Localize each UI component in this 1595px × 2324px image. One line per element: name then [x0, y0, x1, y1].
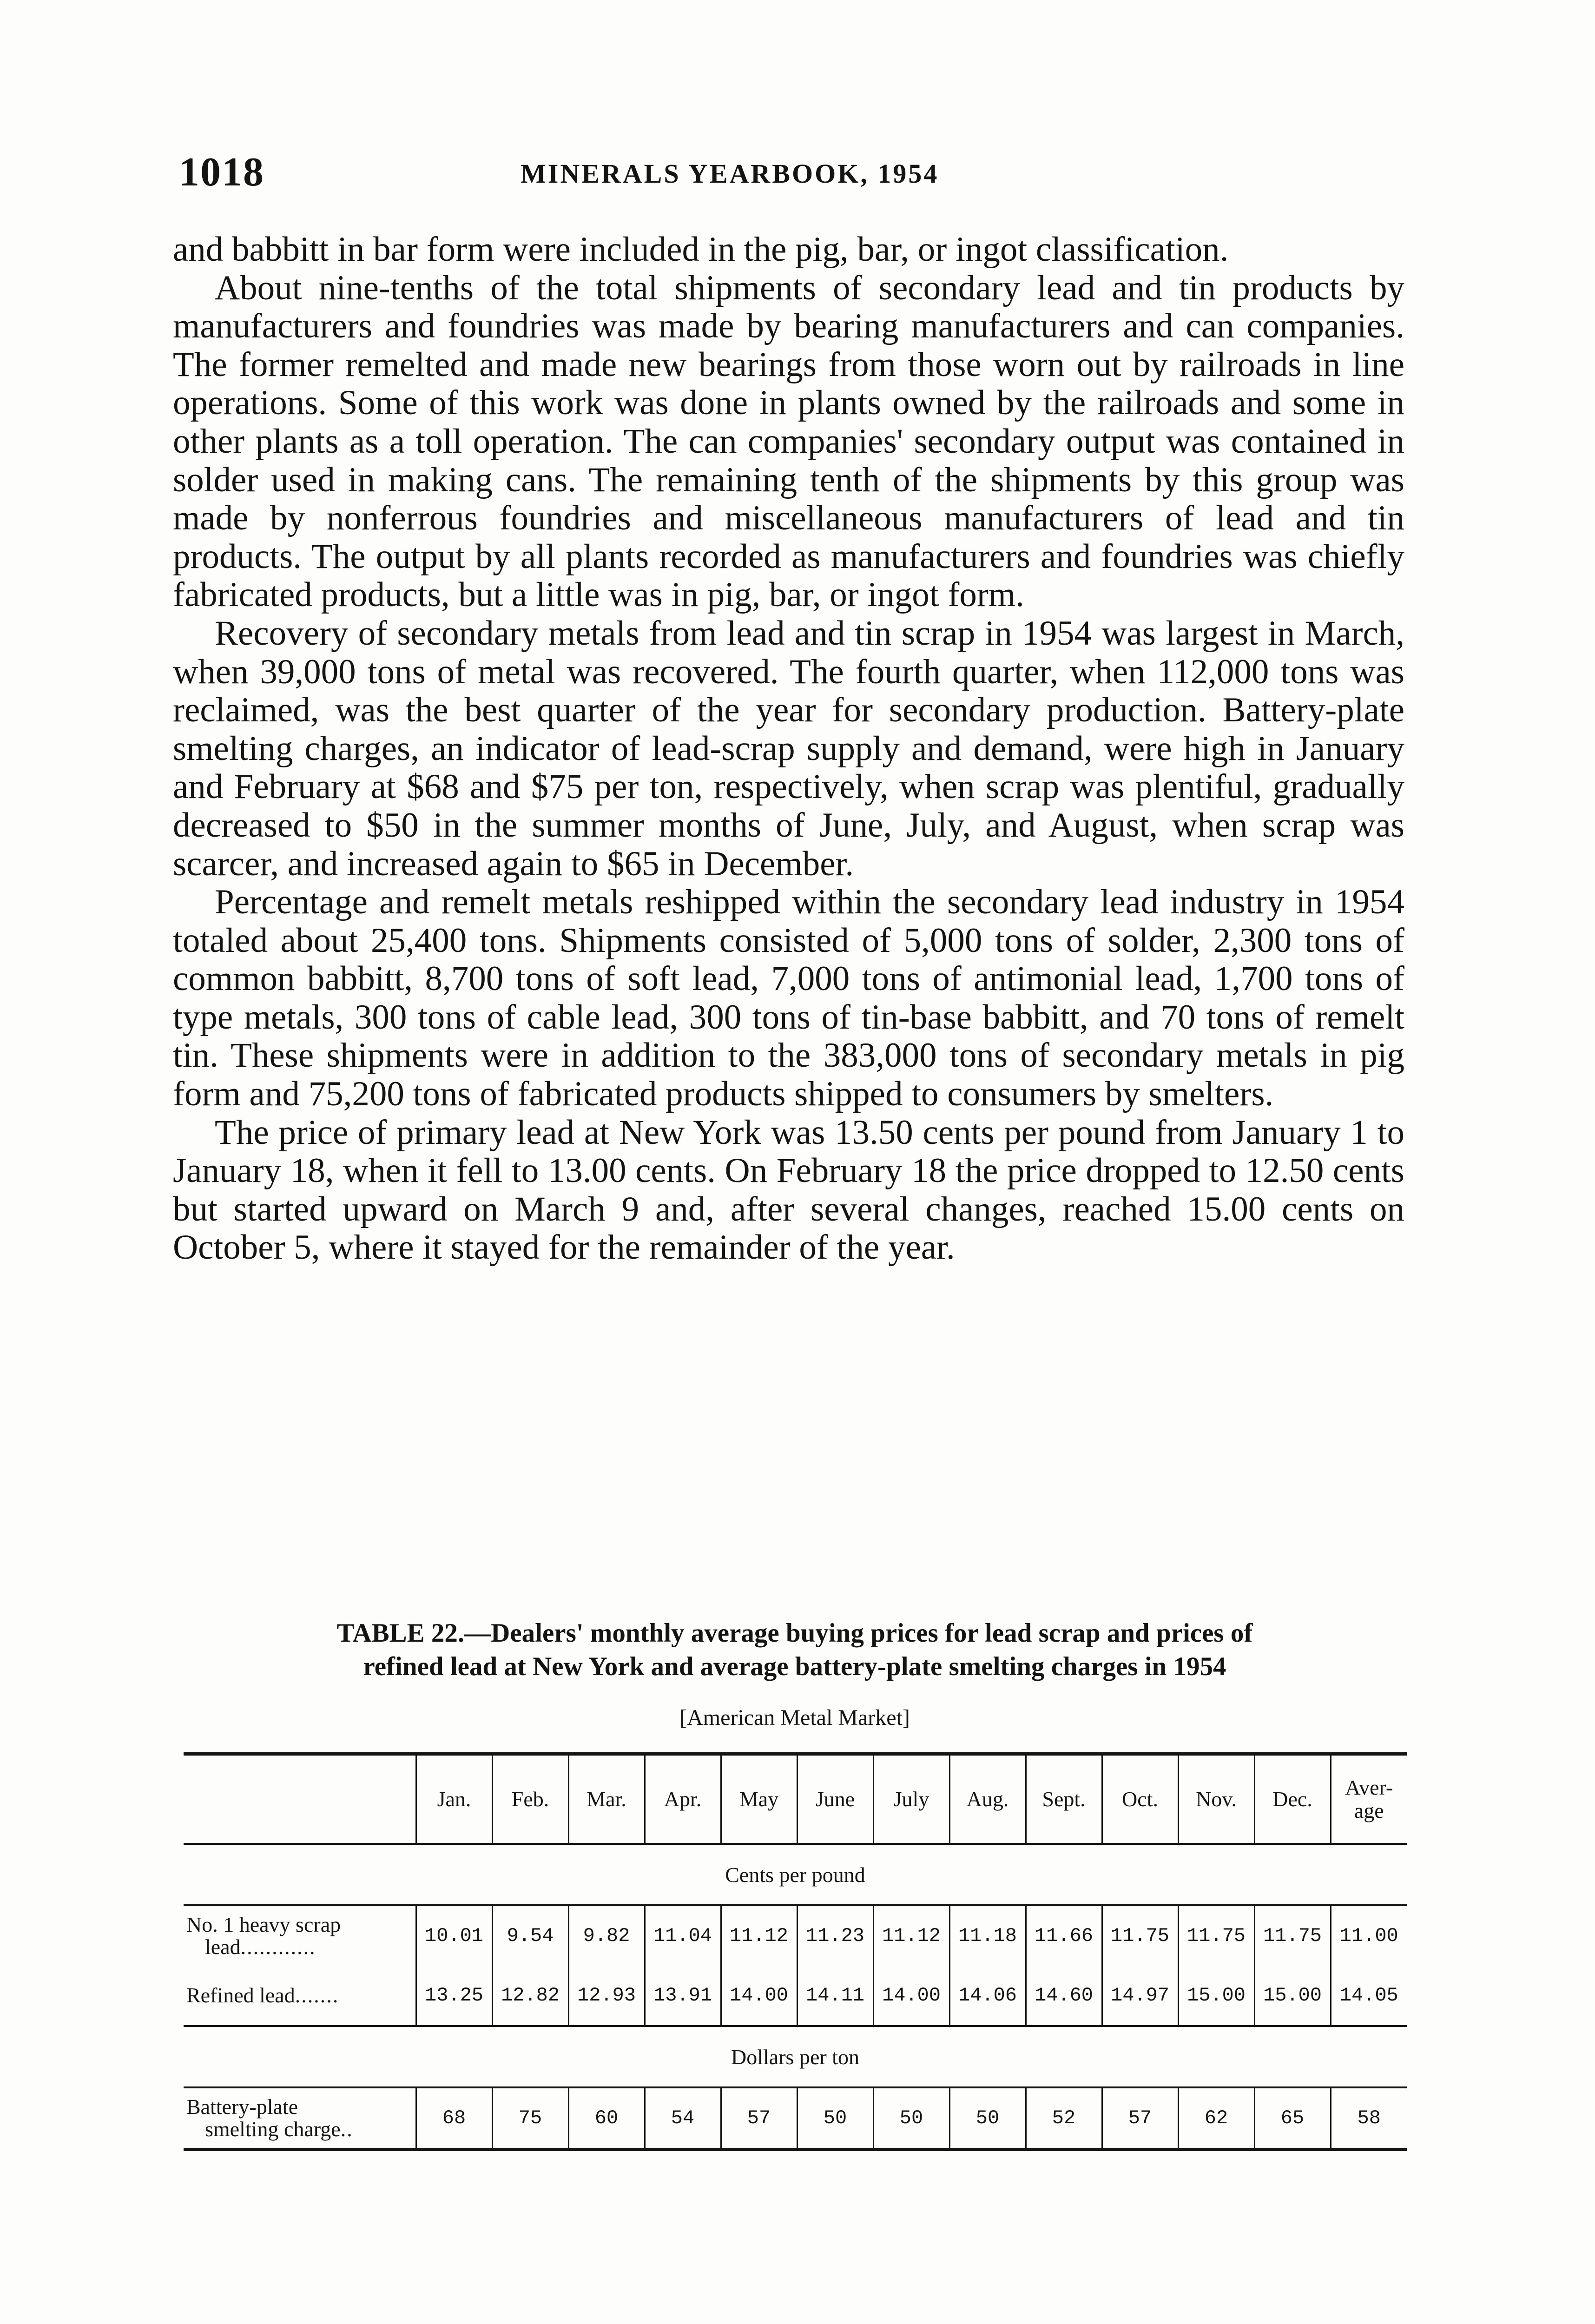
table-cell: 50 — [797, 2087, 873, 2150]
column-header: May — [721, 1754, 797, 1844]
column-header: Feb. — [492, 1754, 568, 1844]
table-cell: 11.12 — [873, 1905, 949, 1966]
table-cell: 12.82 — [492, 1966, 568, 2026]
table-cell: 14.00 — [873, 1966, 949, 2026]
average-header-line: age — [1354, 1799, 1384, 1822]
table-cell: 52 — [1026, 2087, 1102, 2150]
table-cell: 62 — [1178, 2087, 1254, 2150]
paragraph: Percentage and remelt metals reshipped within the secondary lead industry in 1954 totaled about 25,400 tons. Shipments consisted of 5,000 tons of solder, 2,300 tons of common babbitt, 8,700 tons of soft lead, 7,000 tons of antimonial lead, 1,700 tons of type metals, 300 tons of cable lead, 300 tons of tin-base babbitt, and 70 tons of remelt tin. These shipments were in addition to the 383,000 tons of secondary metals in pig form and 75,200 tons of fabricated products shipped to consumers by smelters. — [173, 883, 1404, 1114]
row-label — [184, 1966, 416, 2026]
row-label-line: Battery-plate — [186, 2095, 298, 2119]
table-cell: 15.00 — [1178, 1966, 1254, 2026]
table-cell: 10.01 — [416, 1905, 492, 1966]
column-header: Apr. — [645, 1754, 721, 1844]
table-cell: 9.82 — [568, 1905, 645, 1966]
table-cell: 11.04 — [645, 1905, 721, 1966]
table-cell: 14.11 — [797, 1966, 873, 2026]
row-label-line: smelting charge — [205, 2117, 341, 2141]
table-cell-average: 14.05 — [1331, 1966, 1407, 2026]
unit-row — [184, 1844, 1407, 1905]
header-row — [184, 1754, 1407, 1844]
table-row — [184, 1966, 1407, 2026]
table-cell: 11.75 — [1254, 1905, 1331, 1966]
unit-row — [184, 2026, 1407, 2087]
table-cell: 14.97 — [1102, 1966, 1178, 2026]
table-cell-average: 58 — [1331, 2087, 1407, 2150]
stub-header — [184, 1754, 416, 1844]
column-header: Jan. — [416, 1754, 492, 1844]
row-label-line: Refined lead — [186, 1983, 295, 2007]
table-cell: 14.60 — [1026, 1966, 1102, 2026]
table-cell: 9.54 — [492, 1905, 568, 1966]
running-title: MINERALS YEARBOOK, 1954 — [521, 158, 939, 189]
table-cell: 50 — [949, 2087, 1026, 2150]
table-caption-line: TABLE 22.—Dealers' monthly average buying prices for lead scrap and prices of — [336, 1618, 1253, 1648]
table-cell: 15.00 — [1254, 1966, 1331, 2026]
paragraph: Recovery of secondary metals from lead and tin scrap in 1954 was largest in March, when 39,000 tons of metal was recovered. The fourth quarter, when 112,000 tons was reclaimed, was the best quarter of the year for secondary production. Battery-plate smelting charges, an indicator of lead-scrap supply and demand, were high in January and February at $68 and $75 per ton, respectively, when scrap was plentiful, gradually decreased to $50 in the summer months of June, July, and August, when scrap was scarcer, and increased again to $65 in December. — [173, 614, 1404, 883]
table-cell: 75 — [492, 2087, 568, 2150]
row-label — [184, 2087, 416, 2150]
data-table — [184, 1752, 1407, 2151]
table-cell: 13.91 — [645, 1966, 721, 2026]
table-cell: 11.23 — [797, 1905, 873, 1966]
table-cell: 57 — [1102, 2087, 1178, 2150]
dot-leader: ............ — [240, 1935, 316, 1959]
table-cell: 14.00 — [721, 1966, 797, 2026]
table-cell: 65 — [1254, 2087, 1331, 2150]
dot-leader: ....... — [295, 1983, 339, 2007]
table-cell: 54 — [645, 2087, 721, 2150]
column-header: Aug. — [949, 1754, 1026, 1844]
table-cell-average: 11.00 — [1331, 1905, 1407, 1966]
column-header: June — [797, 1754, 873, 1844]
table-row — [184, 1905, 1407, 1966]
table-cell: 57 — [721, 2087, 797, 2150]
table-cell: 13.25 — [416, 1966, 492, 2026]
table-caption — [184, 1617, 1406, 1684]
table-cell: 11.66 — [1026, 1905, 1102, 1966]
column-header: Sept. — [1026, 1754, 1102, 1844]
row-label-line: No. 1 heavy scrap — [186, 1913, 341, 1936]
average-header — [1331, 1754, 1407, 1844]
paragraph: and babbitt in bar form were included in the pig, bar, or ingot classification. — [173, 230, 1229, 269]
table-cell: 11.75 — [1102, 1905, 1178, 1966]
unit-label: Cents per pound — [184, 1844, 1407, 1905]
table-cell: 68 — [416, 2087, 492, 2150]
row-label-line: lead — [205, 1935, 241, 1959]
table-cell: 60 — [568, 2087, 645, 2150]
page-number: 1018 — [179, 150, 264, 195]
table-cell: 14.06 — [949, 1966, 1026, 2026]
table-cell: 11.18 — [949, 1905, 1026, 1966]
table-row — [184, 2087, 1407, 2150]
paragraph: About nine-tenths of the total shipments of secondary lead and tin products by manufacturers and foundries was made by bearing manufacturers and can companies. The former remelted and made new bearings from those worn out by railroads in line operations. Some of this work was done in plants owned by the railroads and some in other plants as a toll operation. The can companies' secondary output was contained in solder used in making cans. The remaining tenth of the shipments by this group was made by nonferrous foundries and miscellaneous manufacturers of lead and tin products. The output by all plants recorded as manufacturers and foundries was chiefly fabricated products, but a little was in pig, bar, or ingot form. — [173, 268, 1404, 614]
table-source: [American Metal Market] — [679, 1705, 910, 1730]
row-label — [184, 1905, 416, 1966]
average-header-line: Aver- — [1345, 1776, 1393, 1799]
table-cell: 12.93 — [568, 1966, 645, 2026]
column-header: Nov. — [1178, 1754, 1254, 1844]
column-header: Mar. — [568, 1754, 645, 1844]
unit-label: Dollars per ton — [184, 2026, 1407, 2087]
table-cell: 50 — [873, 2087, 949, 2150]
column-header: Oct. — [1102, 1754, 1178, 1844]
paragraph: The price of primary lead at New York was 13.50 cents per pound from January 1 to January 18, when it fell to 13.00 cents. On February 18 the price dropped to 12.50 cents but started upward on March 9 and, after several changes, reached 15.00 cents on October 5, where it stayed for the remainder of the year. — [173, 1113, 1404, 1267]
column-header: July — [873, 1754, 949, 1844]
table-caption-line: refined lead at New York and average battery-plate smelting charges in 1954 — [363, 1652, 1226, 1681]
body-text — [173, 231, 1404, 1267]
dot-leader: .. — [340, 2117, 353, 2141]
column-header: Dec. — [1254, 1754, 1331, 1844]
table-cell: 11.12 — [721, 1905, 797, 1966]
table-cell: 11.75 — [1178, 1905, 1254, 1966]
